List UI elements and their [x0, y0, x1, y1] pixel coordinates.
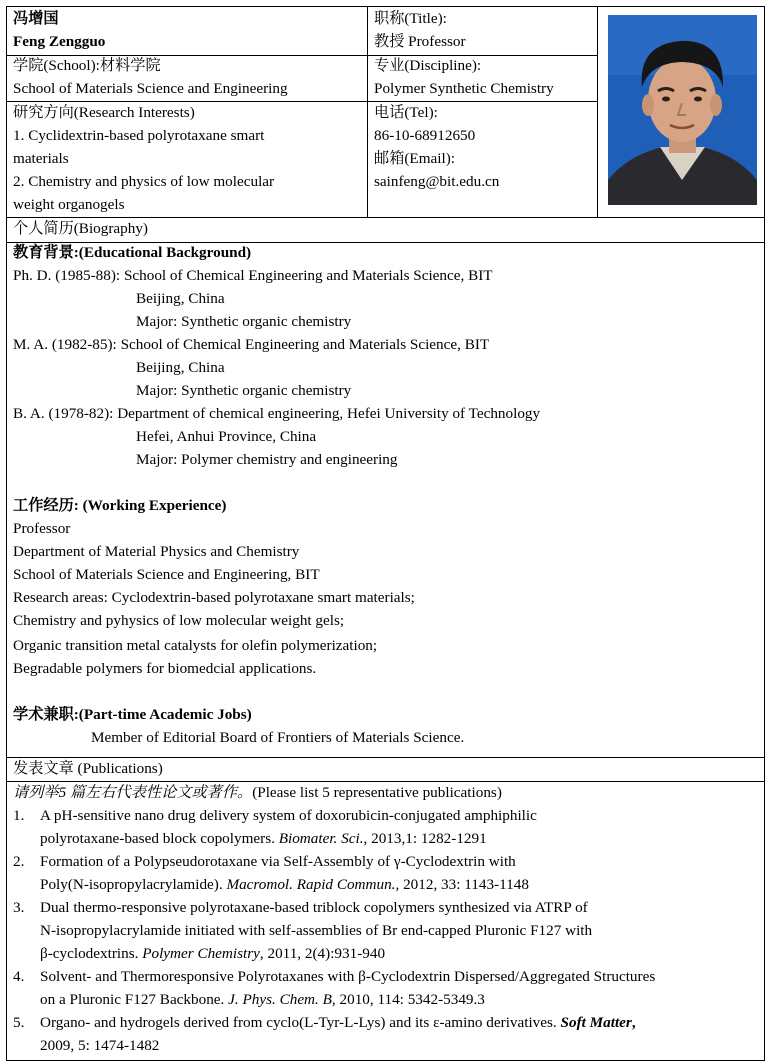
publication-title: Solvent- and Thermoresponsive Polyrotaxanes with β-Cyclodextrin Dispersed/Aggregated Structures	[40, 968, 656, 985]
email-value: sainfeng@bit.edu.cn	[374, 173, 500, 190]
instruction-cn: 请列举5 篇左右代表性论文或著作。	[13, 784, 253, 801]
instruction-en: (Please list 5 representative publications)	[252, 784, 502, 801]
email-label: 邮箱(Email):	[374, 150, 455, 167]
spacer	[13, 680, 758, 703]
edu-major: Major: Polymer chemistry and engineering	[136, 451, 398, 468]
edu-major: Major: Synthetic organic chemistry	[136, 313, 352, 330]
work-heading: 工作经历: (Working Experience)	[13, 497, 227, 514]
column-divider-2	[597, 6, 598, 217]
publication-number: 1.	[13, 807, 25, 824]
name-cell	[6, 7, 367, 53]
contact-cell	[367, 101, 597, 193]
tel-label: 电话(Tel):	[374, 104, 438, 121]
publication-citation: , 2012, 33: 1143-1148	[395, 876, 529, 893]
title-label: 职称(Title):	[374, 10, 447, 27]
biography-label-cell	[6, 217, 765, 240]
publication-title-cont: β-cyclodextrins.	[40, 945, 139, 962]
publication-citation: , 2013,1: 1282-1291	[363, 830, 487, 847]
jobs-heading: 学术兼职:(Part-time Academic Jobs)	[13, 706, 252, 723]
publication-number: 3.	[13, 899, 25, 916]
school-value: School of Materials Science and Engineering	[13, 80, 288, 97]
publication-title: A pH-sensitive nano drug delivery system of doxorubicin-conjugated amphiphilic	[40, 807, 537, 824]
research-item: 2. Chemistry and physics of low molecular	[13, 173, 275, 190]
name-en: Feng Zengguo	[13, 33, 106, 50]
publication-number: 4.	[13, 968, 25, 985]
edu-location: Beijing, China	[136, 359, 225, 376]
work-line: Department of Material Physics and Chemistry	[13, 543, 300, 560]
school-label: 学院(School):材料学院	[13, 57, 161, 74]
portrait-photo	[608, 15, 757, 205]
publication-title-cont: on a Pluronic F127 Backbone.	[40, 991, 225, 1008]
publications-label: 发表文章 (Publications)	[13, 760, 163, 777]
publication-number: 5.	[13, 1014, 25, 1031]
name-cn: 冯增国	[13, 10, 59, 27]
edu-major: Major: Synthetic organic chemistry	[136, 382, 352, 399]
edu-degree: M. A. (1982-85): School of Chemical Engineering and Materials Science, BIT	[13, 336, 490, 353]
profile-page	[6, 6, 765, 1061]
discipline-cell	[367, 54, 597, 100]
publication-title: Organo- and hydrogels derived from cyclo(L-Tyr-L-Lys) and its ε-amino derivatives.	[40, 1014, 557, 1031]
research-item: 1. Cyclidextrin-based polyrotaxane smart	[13, 127, 265, 144]
publication-title-cont: polyrotaxane-based block copolymers.	[40, 830, 275, 847]
jobs-text: Member of Editorial Board of Frontiers of Materials Science.	[91, 729, 465, 746]
work-line: Professor	[13, 520, 71, 537]
work-line: Organic transition metal catalysts for olefin polymerization;	[13, 637, 378, 654]
research-cell	[6, 101, 367, 216]
publication-title-cont: Poly(N-isopropylacrylamide).	[40, 876, 223, 893]
edu-location: Beijing, China	[136, 290, 225, 307]
research-item: materials	[13, 150, 69, 167]
spacer	[13, 471, 758, 494]
discipline-label: 专业(Discipline):	[374, 57, 482, 74]
publication-journal: Biomater. Sci.	[278, 830, 364, 847]
publication-item	[13, 896, 758, 965]
publication-journal: Polymer Chemistry	[142, 945, 260, 962]
publication-item	[13, 804, 758, 850]
publication-number: 2.	[13, 853, 25, 870]
publications-label-cell	[6, 757, 765, 780]
publication-title-cont: N-isopropylacrylamide initiated with self-assemblies of Br end-capped Pluronic F127 with	[40, 922, 593, 939]
biography-content	[6, 241, 765, 749]
work-line: Chemistry and pyhysics of low molecular weight gels;	[13, 612, 345, 629]
research-label: 研究方向(Research Interests)	[13, 104, 195, 121]
publication-title: Formation of a Polypseudorotaxane via Self-Assembly of γ-Cyclodextrin with	[40, 853, 516, 870]
title-cell	[367, 7, 597, 53]
edu-degree: Ph. D. (1985-88): School of Chemical Engineering and Materials Science, BIT	[13, 267, 493, 284]
publication-item	[13, 965, 758, 1011]
edu-location: Hefei, Anhui Province, China	[136, 428, 317, 445]
publications-instruction	[13, 781, 758, 804]
publication-journal: Soft Matter	[560, 1014, 632, 1031]
school-cell	[6, 54, 367, 100]
publication-citation: , 2011, 2(4):931-940	[259, 945, 386, 962]
research-item: weight organogels	[13, 196, 125, 213]
publication-citation: 2009, 5: 1474-1482	[40, 1037, 160, 1054]
edu-degree: B. A. (1978-82): Department of chemical engineering, Hefei University of Technology	[13, 405, 541, 422]
publication-citation: , 2010, 114: 5342-5349.3	[331, 991, 485, 1008]
work-line: Research areas: Cyclodextrin-based polyrotaxane smart materials;	[13, 589, 415, 606]
publication-journal: J. Phys. Chem. B	[228, 991, 332, 1008]
tel-value: 86-10-68912650	[374, 127, 476, 144]
publication-item: 5. Organo- and hydrogels derived from cyclo(L-Tyr-L-Lys) and its ε-amino derivatives. Soft Matter, 2009, 5: 1474-1482	[13, 1011, 758, 1057]
work-line: Begradable polymers for biomedcial applications.	[13, 660, 317, 677]
publication-title: Dual thermo-responsive polyrotaxane-based triblock copolymers synthesized via ATRP of	[40, 899, 588, 916]
discipline-value: Polymer Synthetic Chemistry	[374, 80, 554, 97]
publication-item	[13, 850, 758, 896]
work-line: School of Materials Science and Engineering, BIT	[13, 566, 320, 583]
title-value: 教授 Professor	[374, 33, 466, 50]
publication-journal: Macromol. Rapid Commun.	[226, 876, 396, 893]
edu-heading: 教育背景:(Educational Background)	[13, 244, 252, 261]
publications-content	[6, 781, 765, 1057]
biography-label: 个人简历(Biography)	[13, 220, 148, 237]
